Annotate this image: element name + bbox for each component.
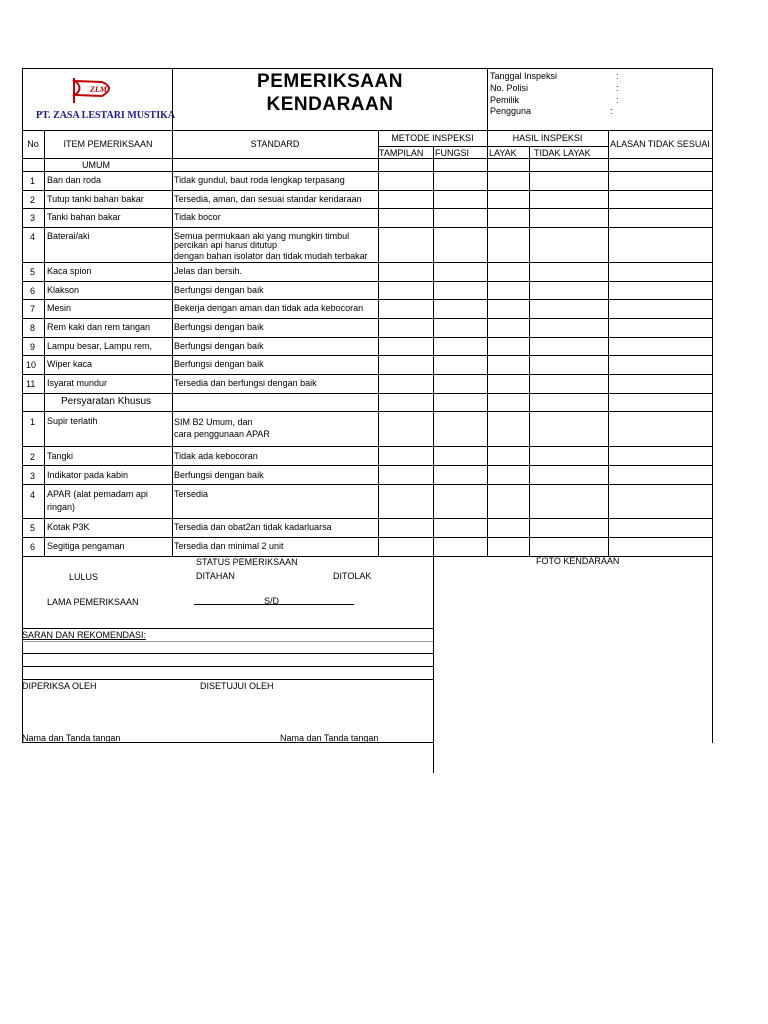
row-no: 3 — [30, 471, 36, 481]
polisi-field[interactable]: : — [616, 83, 619, 93]
row-standard: Tersedia dan berfungsi dengan baik — [174, 378, 317, 388]
row-standard: Tidak bocor — [174, 212, 221, 222]
row-item: Isyarat mundur — [47, 378, 108, 388]
row-item-line-1: APAR (alat pemadam api — [47, 489, 148, 499]
saran-bottom-border — [22, 679, 433, 680]
row-no: 6 — [30, 542, 36, 552]
row-no: 8 — [30, 323, 36, 333]
title-line-1: PEMERIKSAAN — [257, 71, 403, 92]
col-header-hasil: HASIL INSPEKSI — [512, 133, 583, 143]
row-item-line-2: ringan) — [47, 502, 76, 512]
tanggal-label: Tanggal Inspeksi — [490, 71, 558, 81]
col-header-item: ITEM PEMERIKSAAN — [63, 139, 153, 149]
col-fungsi-divider — [487, 130, 488, 556]
row-no: 5 — [30, 523, 36, 533]
row-standard: Jelas dan bersih. — [174, 266, 243, 276]
row-item: Kaca spion — [47, 266, 92, 276]
row-item: Lampu besar, Lampu rem, — [47, 341, 153, 351]
row-item: Ban dan roda — [47, 175, 102, 185]
col-header-metode: METODE INSPEKSI — [391, 133, 474, 143]
polisi-label: No. Polisi — [490, 83, 529, 93]
right-border — [712, 68, 713, 743]
row-item: Tutup tanki bahan bakar — [47, 194, 144, 204]
row-standard: Berfungsi dengan baik — [174, 322, 264, 332]
section-umum-title: UMUM — [82, 160, 110, 170]
row-item: Klakson — [47, 285, 80, 295]
row-item: Mesin — [47, 303, 72, 313]
saran-gridline-1 — [22, 641, 433, 642]
title-line-2: KENDARAAN — [266, 94, 394, 115]
row-standard-line-3: dengan bahan isolator dan tidak mudah terbakar — [174, 251, 368, 261]
row-item: Tangki — [47, 451, 74, 461]
lama-label: LAMA PEMERIKSAAN — [47, 597, 139, 607]
status-ditahan[interactable]: DITAHAN — [196, 571, 235, 581]
signature-name-1: Nama dan Tanda tangan — [22, 733, 121, 743]
subheader-line — [378, 146, 608, 147]
row-standard: Tersedia dan obat2an tidak kadarluarsa — [174, 522, 332, 532]
header-divider-2 — [487, 68, 488, 130]
row-item: Supir terlatih — [47, 416, 98, 426]
col-no-divider — [44, 130, 45, 556]
pemilik-label: Pemilik — [490, 95, 520, 105]
company-name: PT. ZASA LESTARI MUSTIKA — [36, 110, 176, 121]
header-divider-1 — [172, 68, 173, 130]
pengguna-label: Pengguna — [490, 106, 532, 116]
row-no: 6 — [30, 286, 36, 296]
disetujui-label: DISETUJUI OLEH — [200, 681, 274, 691]
row-no: 3 — [30, 213, 36, 223]
row-no: 1 — [30, 417, 36, 427]
saran-line-1[interactable] — [22, 653, 433, 654]
col-layak-divider — [529, 146, 530, 556]
saran-label: SARAN DAN REKOMENDASI: — [22, 630, 147, 640]
row-item: Kotak P3K — [47, 522, 90, 532]
row-standard: Berfungsi dengan baik — [174, 341, 264, 351]
row-item: Baterai/aki — [47, 231, 90, 241]
row-standard: Tidak ada kebocoran — [174, 451, 258, 461]
row-no: 4 — [30, 490, 36, 500]
row-no: 4 — [30, 232, 36, 242]
row-standard: Berfungsi dengan baik — [174, 359, 264, 369]
col-tidak-layak-divider — [608, 130, 609, 556]
row-no: 10 — [26, 360, 37, 370]
header-top-border — [22, 68, 712, 69]
tanggal-field[interactable]: : — [616, 71, 619, 81]
row-standard: Berfungsi dengan baik — [174, 470, 264, 480]
row-no: 1 — [30, 176, 36, 186]
row-no: 5 — [30, 267, 36, 277]
row-standard-line-1: SIM B2 Umum, dan — [174, 417, 253, 427]
row-item: Rem kaki dan rem tangan — [47, 322, 151, 332]
saran-top-border — [22, 628, 433, 629]
row-item: Segitiga pengaman — [47, 541, 125, 551]
row-no: 9 — [30, 342, 36, 352]
row-item: Indikator pada kabin — [47, 470, 129, 480]
row-item: Tanki bahan bakar — [47, 212, 121, 222]
col-header-tidak-layak: TIDAK LAYAK — [534, 148, 591, 158]
diperiksa-label: DIPERIKSA OLEH — [22, 681, 97, 691]
svg-text:ZLM: ZLM — [90, 85, 107, 94]
signature-name-2: Nama dan Tanda tangan — [280, 733, 379, 743]
row-standard: Tersedia, aman, dan sesuai standar kendaraan — [174, 194, 362, 204]
col-item-divider — [172, 130, 173, 556]
foto-title: FOTO KENDARAAN — [536, 556, 620, 566]
row-standard: Berfungsi dengan baik — [174, 285, 264, 295]
col-header-fungsi: FUNGSI — [435, 148, 470, 158]
row-no: 2 — [30, 195, 36, 205]
status-title: STATUS PEMERIKSAAN — [196, 557, 298, 567]
row-standard: Tidak gundul, baut roda lengkap terpasang — [174, 175, 345, 185]
row-standard-line-2: percikan api harus ditutup — [174, 240, 278, 250]
row-standard-line-2: cara penggunaan APAR — [174, 429, 270, 439]
pemilik-field[interactable]: : — [616, 95, 619, 105]
row-no: 7 — [30, 304, 36, 314]
saran-line-2[interactable] — [22, 666, 433, 667]
row-no: 11 — [26, 379, 36, 389]
form-title — [218, 70, 442, 116]
company-logo — [70, 76, 120, 104]
row-standard-line-1: Semua permukaan aki yang mungkin timbul — [174, 231, 350, 241]
row-standard: Tersedia dan minimal 2 unit — [174, 541, 284, 551]
col-tampilan-divider — [433, 146, 434, 773]
signature-bottom-border — [22, 742, 433, 743]
col-header-no: No — [27, 139, 39, 149]
status-ditolak[interactable]: DITOLAK — [333, 571, 372, 581]
row-item: Wiper kaca — [47, 359, 93, 369]
flag-logo-icon — [70, 76, 120, 104]
row-standard: Tersedia — [174, 489, 209, 499]
lama-sd: S/D — [264, 596, 280, 606]
col-header-standard: STANDARD — [250, 139, 300, 149]
col-header-tampilan: TAMPILAN — [379, 148, 424, 158]
pengguna-field[interactable]: : — [610, 106, 613, 116]
col-header-layak: LAYAK — [489, 148, 517, 158]
col-standard-divider — [378, 130, 379, 556]
status-lulus[interactable]: LULUS — [69, 572, 99, 582]
col-header-alasan: ALASAN TIDAK SESUAI — [610, 139, 710, 149]
row-standard: Bekerja dengan aman dan tidak ada kebocoran — [174, 303, 364, 313]
section-khusus-title: Persyaratan Khusus — [61, 396, 152, 407]
row-no: 2 — [30, 452, 36, 462]
